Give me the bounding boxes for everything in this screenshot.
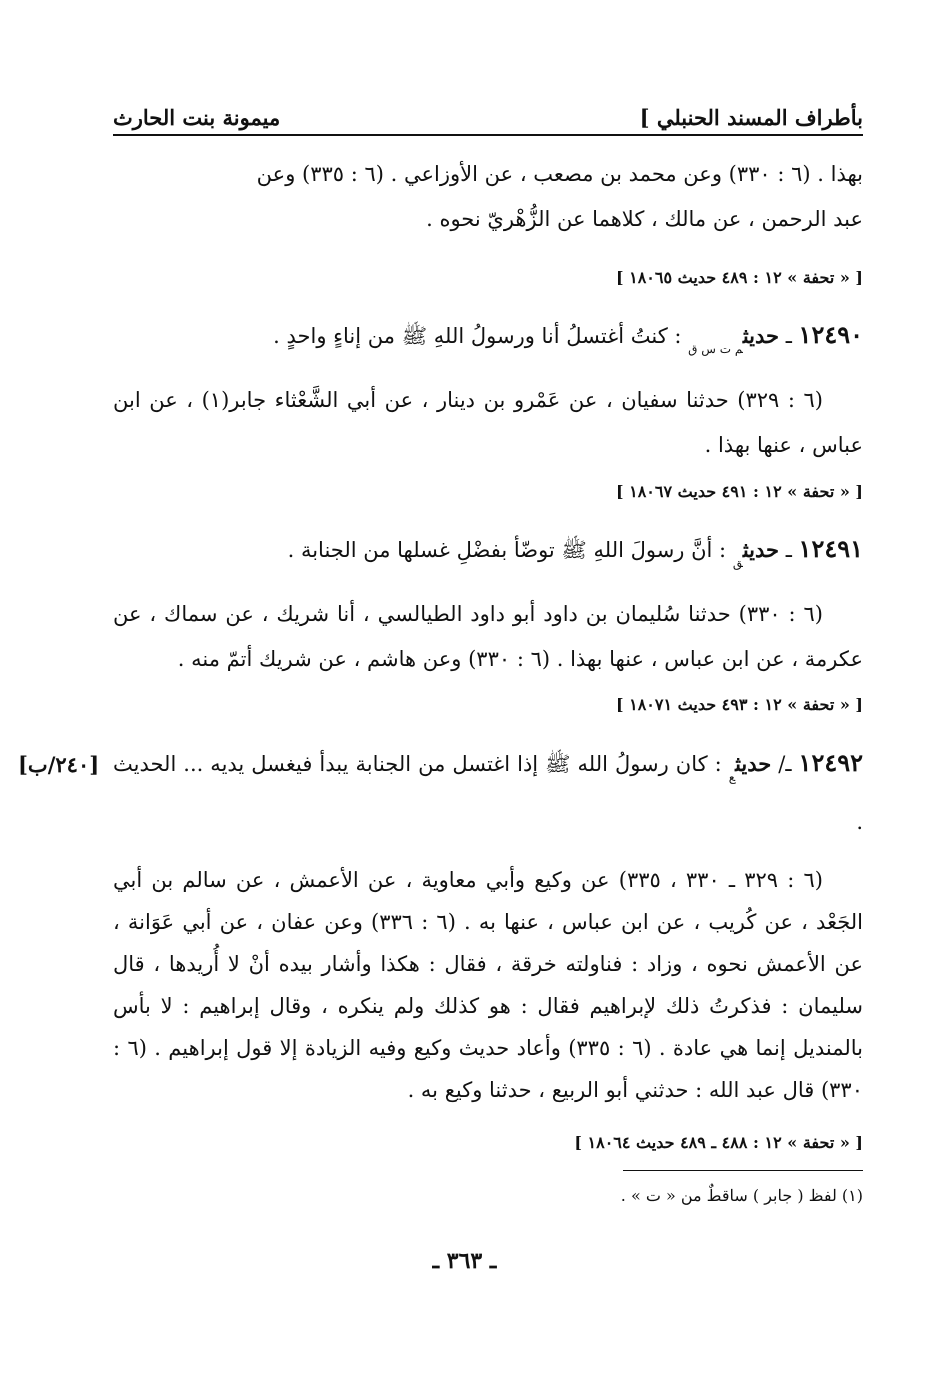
hadith-sigla: م ت س ق	[688, 342, 743, 356]
intro-line-1: بهذا . (٦ : ٣٣٠) وعن محمد بن مصعب ، عن الأوزاعي . (٦ : ٣٣٥) وعن	[256, 162, 863, 186]
hadith-sigla: ع	[728, 770, 736, 784]
hadith-label: حديث	[742, 537, 780, 562]
hadith-12492-isnad: (٦ : ٣٢٩ ـ ٣٣٠ ، ٣٣٥) عن وكيع وأبي معاوية ، عن الأعمش ، عن سالم بن أبي الجَعْد ، عن كُريب ، عن ابن عباس ، عنها به . (٦ : ٣٣٦) وعن عفان ، عن أبي عَوَانة ، عن الأعمش نحوه ، وزاد : فناولته خرقة ، فقال : هكذا وأشار بيده أنْ لا أُريدها ، قال سليمان : فذكرتُ ذلك لإبراهيم فقال : هو كذلك ولم ينكره ، وقال إبراهيم : لا بأس بالمنديل إنما هي عادة . (٦ : ٣٣٥) وأعاد حديث وكيع وفيه الزيادة إلا قول إبراهيم . (٦ : ٣٣٠) قال عبد الله : حدثني أبو الربيع ، حدثنا وكيع به .	[113, 868, 863, 1102]
tuhfa-reference-4: [ « تحفة » ١٢ : ٤٨٨ ـ ٤٨٩ حديث ١٨٠٦٤ ]	[574, 1133, 863, 1152]
hadith-number: ١٢٤٩٢	[798, 748, 863, 777]
hadith-12492-matn	[113, 740, 863, 845]
page-number: ـ ٣٦٣ ـ	[432, 1248, 497, 1274]
intro-paragraph	[113, 152, 863, 242]
hadith-12490	[113, 312, 863, 468]
hadith-dash: ـ/	[778, 752, 792, 776]
hadith-12491-matn	[113, 526, 863, 586]
hadith-12490-matn	[113, 312, 863, 372]
intro-line-2: عبد الرحمن ، عن مالك ، كلاهما عن الزُّهْريّ نحوه .	[426, 207, 863, 231]
hadith-number: ١٢٤٩٠	[798, 320, 863, 349]
header-book-title: بأطراف المسند الحنبلي ]	[639, 105, 863, 130]
hadith-number: ١٢٤٩١	[798, 534, 863, 563]
manuscript-folio-marker: [٢٤٠/ب]	[18, 752, 100, 777]
hadith-text: : كنتُ أغتسلُ أنا ورسولُ اللهِ ﷺ من إناءٍ واحدٍ .	[273, 324, 682, 348]
hadith-text: : كان رسولُ الله ﷺ إذا اغتسل من الجنابة يبدأ فيغسل يديه ... الحديث .	[113, 752, 863, 834]
footnote-separator	[623, 1170, 863, 1171]
hadith-dash: ـ	[785, 538, 792, 562]
hadith-label: حديث	[742, 323, 780, 348]
hadith-12491	[113, 526, 863, 682]
tuhfa-reference-1: [ « تحفة » ١٢ : ٤٨٩ حديث ١٨٠٦٥ ]	[615, 268, 863, 287]
hadith-sigla: ق	[732, 556, 743, 570]
tuhfa-reference-3: [ « تحفة » ١٢ : ٤٩٣ حديث ١٨٠٧١ ]	[615, 695, 863, 714]
running-header	[113, 96, 863, 136]
header-chapter-title: ميمونة بنت الحارث	[113, 105, 281, 130]
tuhfa-reference-2: [ « تحفة » ١٢ : ٤٩١ حديث ١٨٠٦٧ ]	[615, 482, 863, 501]
hadith-dash: ـ	[785, 324, 792, 348]
hadith-12492	[113, 740, 863, 1111]
hadith-text: : أنَّ رسولَ اللهِ ﷺ توضّأ بفضْلِ غسلها من الجنابة .	[287, 538, 727, 562]
footnote-1: (١) لفظ ( جابر ) ساقطٌ من « ت » .	[620, 1186, 863, 1205]
hadith-label: حديث	[735, 751, 772, 776]
hadith-12491-isnad: (٦ : ٣٣٠) حدثنا سُليمان بن داود أبو داود الطيالسي ، أنا شريك ، عن سماك ، عن عكرمة ، عن ابن عباس ، عنها بهذا . (٦ : ٣٣٠) وعن هاشم ، عن شريك أتمّ منه .	[113, 602, 863, 671]
hadith-12490-isnad: (٦ : ٣٢٩) حدثنا سفيان ، عن عَمْرو بن دينار ، عن أبي الشَّعْثاء جابر(١) ، عن ابن عباس ، عنها بهذا .	[113, 388, 863, 457]
